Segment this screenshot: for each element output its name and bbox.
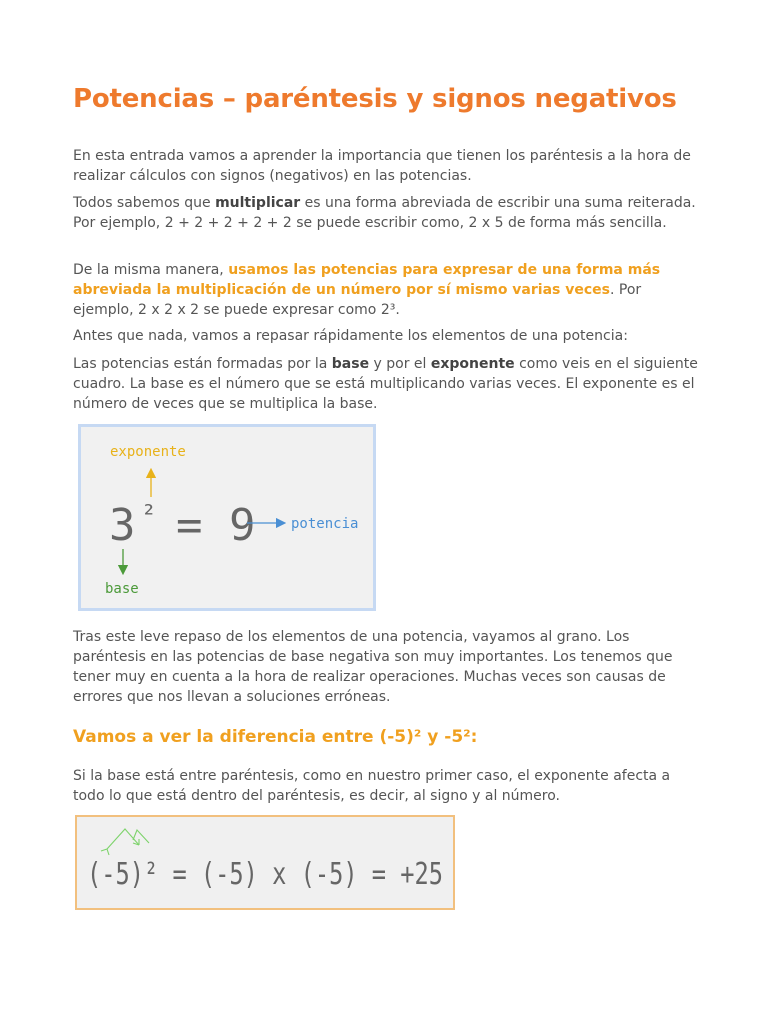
parenthesis-power-example [75, 815, 455, 910]
parenthesis-power-svg [77, 817, 453, 908]
text-segment: De la misma manera, [73, 262, 229, 278]
label-potencia: potencia [291, 516, 359, 532]
bold-term-base: base [331, 356, 370, 372]
elements-paragraph [73, 354, 703, 414]
label-exponente: exponente [110, 444, 186, 460]
text-segment: es una forma abreviada de escribir una suma reiterada. Por ejemplo, 2 + 2 + 2 + 2 + 2 se puede escribir como, 2 x 5 de forma más sencilla. [73, 195, 696, 231]
parentheses-importance-paragraph: Tras este leve repaso de los elementos de una potencia, vayamos al grano. Los paréntesis en las potencias de base negativa son muy importantes. Los tenemos que tener muy en cuenta a la hora de realizar operaciones. Muchas veces son causas de errores que nos llevan a soluciones erróneas. [73, 629, 673, 705]
text-segment: . Por ejemplo, 2 x 2 x 2 se puede expresar como 2³. [73, 282, 642, 318]
label-base: base [105, 581, 139, 597]
bold-term-multiplicar: multiplicar [215, 195, 301, 211]
intro-paragraph: En esta entrada vamos a aprender la importancia que tienen los paréntesis a la hora de realizar cálculos con signos (negativos) en las potencias. [73, 148, 691, 184]
exponent-number: ² [141, 500, 157, 530]
power-elements-diagram [78, 424, 376, 611]
text-segment: Todos sabemos que [73, 195, 216, 211]
parenthesis-base-paragraph: Si la base está entre paréntesis, como en nuestro primer caso, el exponente afecta a todo lo que está dentro del paréntesis, es decir, al signo y al número. [73, 768, 671, 804]
highlighted-definition: usamos las potencias para expresar de una forma más abreviada la multiplicación de un número por sí mismo varias veces [73, 262, 661, 298]
text-segment: Las potencias están formadas por la [73, 356, 332, 372]
powers-definition-paragraph [73, 260, 703, 320]
power-elements-svg [81, 427, 373, 608]
section-heading: Vamos a ver la diferencia entre (-5)² y -5²: [73, 727, 478, 747]
exponent-scope-arrowhead-inner [101, 849, 109, 855]
review-intro-paragraph: Antes que nada, vamos a repasar rápidamente los elementos de una potencia: [73, 328, 628, 344]
text-segment: como veis en el siguiente cuadro. La base es el número que se está multiplicando varias veces. El exponente es el número de veces que se multiplica la base. [73, 356, 698, 412]
power-expansion-expression: (-5)² = (-5) x (-5) = +25 [87, 857, 443, 892]
base-number: 3 [109, 500, 136, 551]
multiplication-paragraph [73, 193, 703, 233]
text-segment: y por el [369, 356, 431, 372]
page-title: Potencias – paréntesis y signos negativos [73, 84, 677, 114]
bold-term-exponente: exponente [430, 356, 515, 372]
exponent-scope-arrow-outer [107, 829, 139, 849]
result-expression: = 9 [176, 500, 256, 551]
